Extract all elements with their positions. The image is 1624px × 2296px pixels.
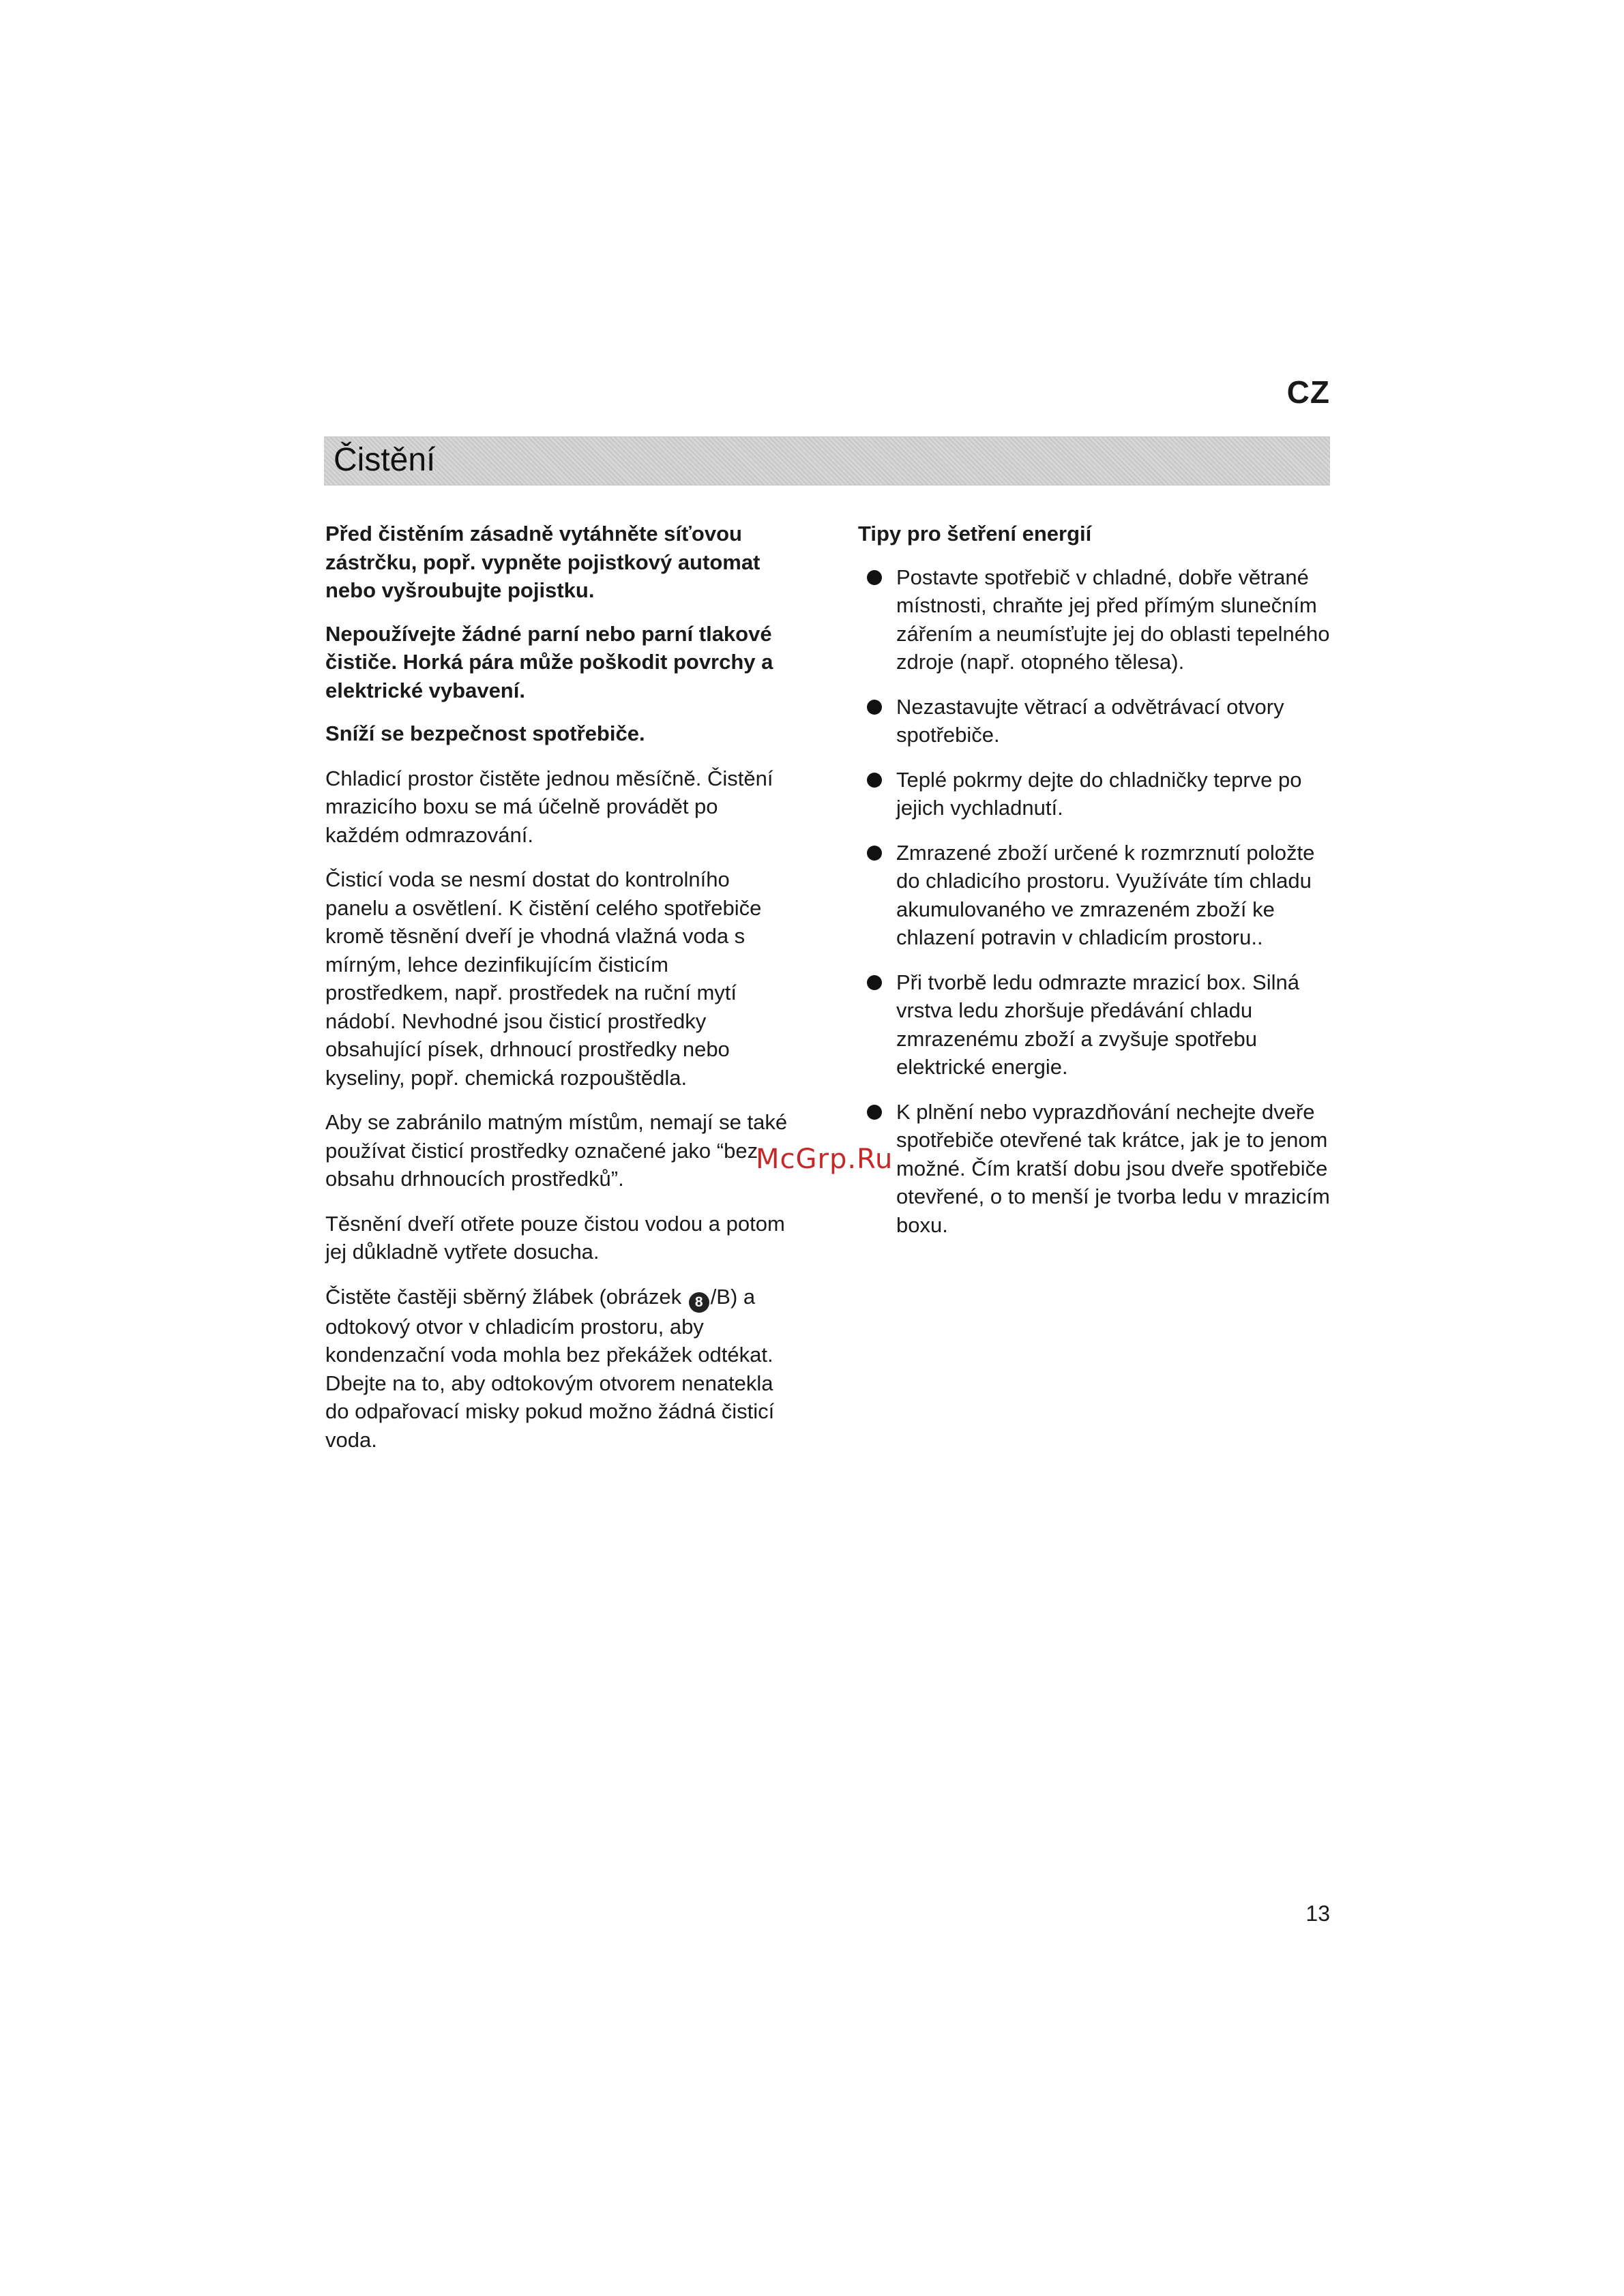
list-item-text: Při tvorbě ledu odmrazte mrazicí box. Silná vrstva ledu zhoršuje předávání chladu zmrazenému zboží a zvyšuje spotřebu elektrické energie. xyxy=(896,970,1299,1079)
paragraph-drain-channel xyxy=(325,1283,796,1455)
warning-unplug: Před čistěním zásadně vytáhněte síťovou zástrčku, popř. vypněte pojistkový automat nebo vyšroubujte pojistku. xyxy=(325,522,761,602)
language-code: CZ xyxy=(1286,374,1330,410)
right-column xyxy=(858,520,1330,1255)
paragraph-monthly-cleaning: Chladicí prostor čistěte jednou měsíčně. Čistění mrazicího boxu se má účelně provádět po každém odmrazování. xyxy=(325,766,773,847)
list-item-text: Postavte spotřebič v chladné, dobře větrané místnosti, chraňte jej před přímým slunečním zářením a neumísťujte jej do oblasti tepelného zdroje (např. otopného tělesa). xyxy=(896,565,1330,674)
section-title-bar xyxy=(324,436,1330,486)
list-item xyxy=(858,766,1330,822)
paragraph-cleaning-water: Čisticí voda se nesmí dostat do kontrolního panelu a osvětlení. K čistění celého spotřebiče kromě těsnění dveří je vhodná vlažná voda s mírným, lehce dezinfikujícím čisticím prostředkem, např. prostředek na ruční mytí nádobí. Nevhodné jsou čisticí prostředky obsahující písek, drhnoucí prostředky nebo kyseliny, popř. chemická rozpouštědla. xyxy=(325,867,762,1090)
warning-safety: Sníží se bezpečnost spotřebiče. xyxy=(325,721,645,745)
watermark: McGrp.Ru xyxy=(756,1144,894,1175)
warning-steam: Nepoužívejte žádné parní nebo parní tlakové čističe. Horká pára může poškodit povrchy a elektrické vybavení. xyxy=(325,621,773,702)
list-item xyxy=(858,968,1330,1082)
list-item xyxy=(858,563,1330,676)
list-item-text: Nezastavujte větrací a odvětrávací otvory spotřebiče. xyxy=(896,694,1284,747)
bullet-icon xyxy=(867,570,882,585)
paragraph-door-seal: Těsnění dveří otřete pouze čistou vodou a potom jej důkladně vytřete dosucha. xyxy=(325,1211,785,1264)
figure-number-icon: 8 xyxy=(689,1292,709,1313)
bullet-icon xyxy=(867,700,882,715)
list-item-text: Teplé pokrmy dejte do chladničky teprve po jejich vychladnutí. xyxy=(896,767,1302,820)
paragraph-matte-spots: Aby se zabránilo matným místům, nemají se také používat čisticí prostředky označené jako “bez obsahu drhnoucích prostředků”. xyxy=(325,1110,788,1191)
bullet-icon xyxy=(867,846,882,861)
list-item xyxy=(858,693,1330,749)
energy-tips-heading: Tipy pro šetření energií xyxy=(858,522,1092,546)
drain-text-start: Čistěte častěji sběrný žlábek (obrázek xyxy=(325,1284,688,1309)
list-item-text: K plnění nebo vyprazdňování nechejte dveře spotřebiče otevřené tak krátce, jak je to jenom možné. Čím kratší dobu jsou dveře spotřebiče otevřené, o to menší je tvorba ledu v mrazicím boxu. xyxy=(896,1099,1330,1237)
energy-tips-list xyxy=(858,563,1330,1240)
page-number: 13 xyxy=(1305,1901,1330,1926)
drain-text-end: /B) a odtokový otvor v chladicím prostoru, aby kondenzační voda mohla bez překážek odtékat. Dbejte na to, aby odtokovým otvorem nenatekla do odpařovací misky pokud možno žádná čisticí voda. xyxy=(325,1284,775,1452)
section-title: Čistění xyxy=(334,442,436,478)
list-item-text: Zmrazené zboží určené k rozmrznutí položte do chladicího prostoru. Využíváte tím chladu akumulovaného ve zmrazeném zboží ke chlazení potravin v chladicím prostoru.. xyxy=(896,840,1315,949)
bullet-icon xyxy=(867,975,882,990)
bullet-icon xyxy=(867,773,882,788)
left-column xyxy=(325,520,796,1454)
list-item xyxy=(858,1098,1330,1240)
list-item xyxy=(858,839,1330,952)
bullet-icon xyxy=(867,1105,882,1120)
